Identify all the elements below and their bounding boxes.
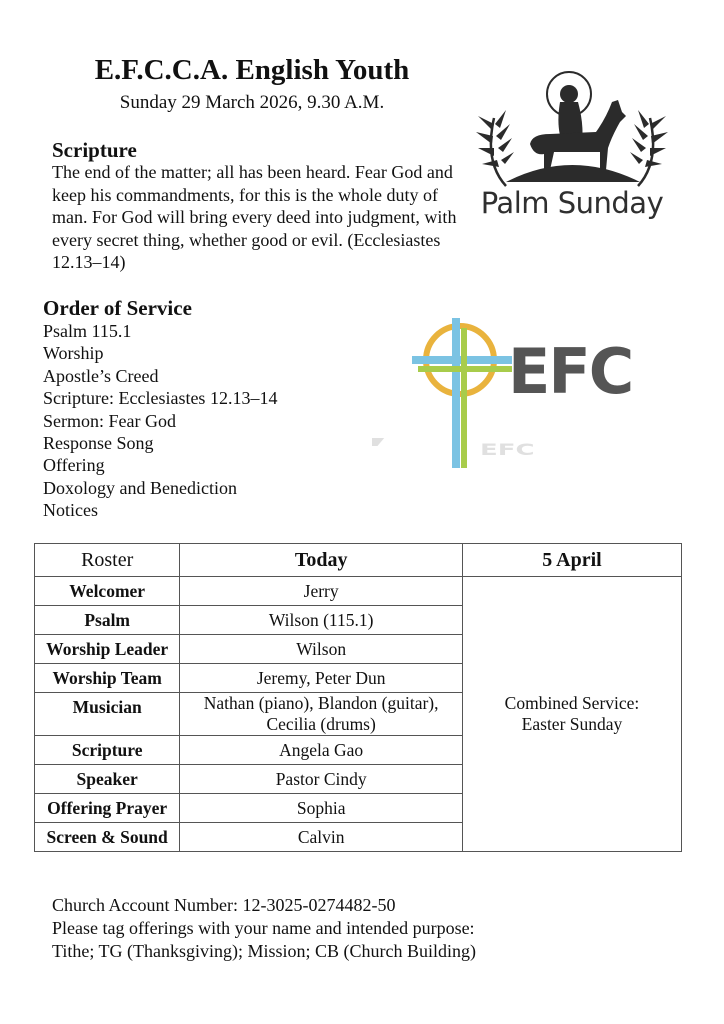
- scripture-heading: Scripture: [52, 138, 137, 162]
- order-of-service-heading: Order of Service: [43, 296, 192, 320]
- assignee-cell: Pastor Cindy: [180, 765, 463, 794]
- palm-sunday-caption: Palm Sunday: [480, 186, 664, 220]
- list-item: Doxology and Benediction: [43, 477, 237, 498]
- assignee-cell: Sophia: [180, 794, 463, 823]
- list-item: Scripture: Ecclesiastes 12.13–14: [43, 388, 278, 409]
- role-cell: Musician: [35, 693, 180, 736]
- efc-logo-reflection: EFC: [480, 440, 535, 460]
- assignee-cell: Jeremy, Peter Dun: [180, 664, 463, 693]
- roster-header: Roster: [35, 544, 180, 577]
- assignee-cell: Angela Gao: [180, 736, 463, 765]
- efc-logo-text: EFC: [508, 335, 633, 408]
- role-cell: Screen & Sound: [35, 823, 180, 852]
- service-date: Sunday 29 March 2026, 9.30 A.M.: [119, 92, 385, 113]
- role-cell: Worship Team: [35, 664, 180, 693]
- table-row: [35, 577, 682, 606]
- next-week-line: Combined Service:: [504, 693, 640, 713]
- offering-categories: Tithe; TG (Thanksgiving); Mission; CB (Church Building): [52, 941, 477, 961]
- list-item: Worship: [43, 343, 104, 364]
- list-item: Notices: [43, 500, 98, 521]
- role-cell: Speaker: [35, 765, 180, 794]
- assignee-cell: Nathan (piano), Blandon (guitar), Cecilia (drums): [180, 693, 463, 736]
- today-header: Today: [180, 544, 463, 577]
- assignee-cell: Wilson: [180, 635, 463, 664]
- footer-notes: [52, 894, 476, 963]
- page-title: E.F.C.C.A. English Youth: [94, 54, 410, 86]
- account-number: Church Account Number: 12-3025-0274482-50: [52, 895, 396, 915]
- role-cell: Worship Leader: [35, 635, 180, 664]
- list-item: Apostle’s Creed: [43, 365, 159, 386]
- role-cell: Offering Prayer: [35, 794, 180, 823]
- next-week-header: 5 April: [462, 544, 681, 577]
- assignee-cell: Jerry: [180, 577, 463, 606]
- order-of-service-list: [43, 320, 277, 522]
- list-item: Response Song: [43, 433, 154, 454]
- offering-tag-note: Please tag offerings with your name and intended purpose:: [52, 918, 475, 938]
- role-cell: Welcomer: [35, 577, 180, 606]
- next-week-line: Easter Sunday: [521, 714, 623, 734]
- efc-cross-icon: [372, 300, 672, 480]
- assignee-cell: Wilson (115.1): [180, 606, 463, 635]
- assignee-cell: Calvin: [180, 823, 463, 852]
- list-item: Offering: [43, 455, 105, 476]
- next-week-cell: [462, 577, 681, 852]
- table-header-row: [35, 544, 682, 577]
- list-item: Psalm 115.1: [43, 321, 132, 341]
- list-item: Sermon: Fear God: [43, 410, 176, 431]
- scripture-text: The end of the matter; all has been heard. Fear God and keep his commandments, for this is the whole duty of man. For God will bring every deed into judgment, with every secret thing, whether good or evil. (Ecclesiastes 12.13–14): [52, 162, 457, 272]
- roster-table: [34, 543, 682, 852]
- role-cell: Scripture: [35, 736, 180, 765]
- role-cell: Psalm: [35, 606, 180, 635]
